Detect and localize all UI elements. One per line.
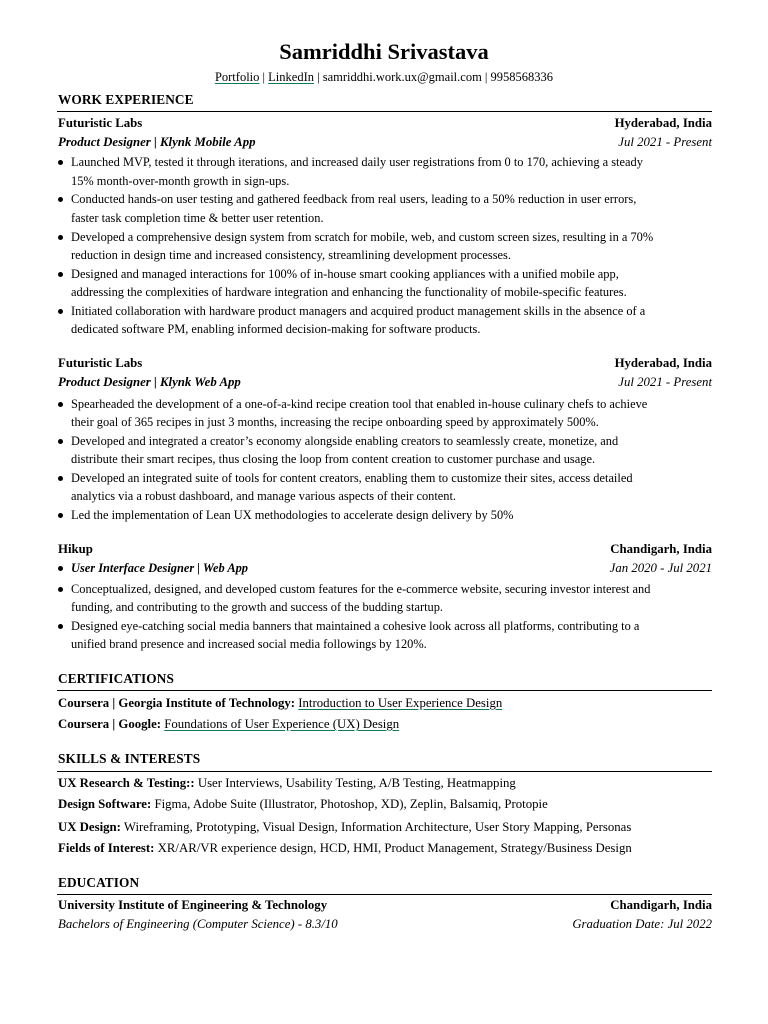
bullet-text: funding, and contributing to the growth and success of the budding startup. bbox=[71, 600, 443, 614]
bullet-text: addressing the complexities of hardware integration and enhancing the functionality of mobile-specific features. bbox=[71, 285, 627, 299]
certification-item bbox=[58, 696, 502, 711]
linkedin-link[interactable]: LinkedIn bbox=[268, 70, 314, 84]
skill-value: User Interviews, Usability Testing, A/B Testing, Heatmapping bbox=[197, 776, 516, 790]
bullet-icon bbox=[58, 624, 63, 629]
bullet-icon bbox=[58, 235, 63, 240]
education-degree: Bachelors of Engineering (Computer Science) - 8.3/10 bbox=[58, 917, 338, 931]
bullet-text: analytics via a robust dashboard, and manage various aspects of their content. bbox=[71, 489, 457, 503]
bullet-text: Conceptualized, designed, and developed custom features for the e-commerce website, securing investor interest and bbox=[71, 582, 651, 596]
bullet-icon bbox=[58, 160, 63, 165]
bullet-text: Developed a comprehensive design system from scratch for mobile, web, and custom screen sizes, resulting in a 70% bbox=[71, 230, 654, 244]
job-dates: Jan 2020 - Jul 2021 bbox=[609, 561, 712, 575]
bullet-text: Initiated collaboration with hardware product managers and acquired product management skills in the absence of a bbox=[71, 304, 646, 318]
job-dates: Jul 2021 - Present bbox=[618, 135, 712, 149]
bullet-text: Developed and integrated a creator’s economy alongside enabling creators to seamlessly create, monetize, and bbox=[71, 434, 619, 448]
bullet-text: distribute their smart recipes, thus closing the loop from content creation to customer purchase and usage. bbox=[71, 452, 596, 466]
job-dates: Jul 2021 - Present bbox=[618, 375, 712, 389]
job-role: User Interface Designer | Web App bbox=[71, 561, 248, 575]
job-role: Product Designer | Klynk Mobile App bbox=[58, 135, 256, 149]
bullet-icon bbox=[58, 272, 63, 277]
section-divider bbox=[57, 771, 712, 772]
section-divider bbox=[57, 690, 712, 691]
skill-row bbox=[58, 841, 632, 856]
education-location: Chandigarh, India bbox=[610, 898, 712, 912]
skill-label: UX Research & Testing:: bbox=[58, 776, 195, 790]
skill-label: Design Software: bbox=[58, 797, 152, 811]
bullet-icon bbox=[58, 309, 63, 314]
bullet-icon bbox=[58, 402, 63, 407]
bullet-text: Designed eye-catching social media banners that maintained a cohesive look across all platforms, contributing to a bbox=[71, 619, 640, 633]
contact-line bbox=[0, 70, 768, 85]
skill-value: Figma, Adobe Suite (Illustrator, Photoshop, XD), Zeplin, Balsamiq, Protopie bbox=[154, 797, 548, 811]
skill-row bbox=[58, 797, 548, 812]
bullet-text: Conducted hands-on user testing and gathered feedback from real users, leading to a 50% reduction in user errors, bbox=[71, 192, 637, 206]
job-role: Product Designer | Klynk Web App bbox=[58, 375, 241, 389]
portfolio-link[interactable]: Portfolio bbox=[214, 70, 260, 84]
bullet-icon bbox=[58, 197, 63, 202]
job-company: Futuristic Labs bbox=[58, 356, 143, 370]
skill-value: Wireframing, Prototyping, Visual Design, Information Architecture, User Story Mapping, Personas bbox=[123, 820, 632, 834]
job-company: Hikup bbox=[58, 542, 93, 556]
certification-course-link[interactable]: Introduction to User Experience Design bbox=[298, 696, 503, 710]
skill-value: XR/AR/VR experience design, HCD, HMI, Product Management, Strategy/Business Design bbox=[157, 841, 632, 855]
certifications-heading: CERTIFICATIONS bbox=[58, 671, 174, 686]
job-company: Futuristic Labs bbox=[58, 116, 143, 130]
bullet-text: Led the implementation of Lean UX methodologies to accelerate design delivery by 50% bbox=[71, 508, 514, 522]
graduation-date: Graduation Date: Jul 2022 bbox=[572, 917, 712, 931]
bullet-text: Spearheaded the development of a one-of-a-kind recipe creation tool that enabled in-house culinary chefs to achieve bbox=[71, 397, 648, 411]
job-location: Chandigarh, India bbox=[610, 542, 712, 556]
contact-details: | samriddhi.work.ux@gmail.com | 9958568336 bbox=[313, 70, 554, 84]
education-school: University Institute of Engineering & Technology bbox=[58, 898, 328, 912]
skill-row bbox=[58, 820, 631, 835]
skill-row bbox=[58, 776, 516, 791]
skills-heading: SKILLS & INTERESTS bbox=[58, 751, 201, 766]
bullet-text: Designed and managed interactions for 100% of in-house smart cooking appliances with a unified mobile app, bbox=[71, 267, 619, 281]
skill-label: Fields of Interest: bbox=[58, 841, 155, 855]
bullet-text: faster task completion time & better user retention. bbox=[71, 211, 324, 225]
candidate-name: Samriddhi Srivastava bbox=[279, 39, 489, 64]
bullet-text: reduction in design time and increased consistency, streamlining development processes. bbox=[71, 248, 511, 262]
job-location: Hyderabad, India bbox=[614, 116, 712, 130]
bullet-icon bbox=[58, 587, 63, 592]
certification-item bbox=[58, 717, 399, 732]
certification-issuer: Coursera | Google: bbox=[58, 717, 162, 731]
education-heading: EDUCATION bbox=[58, 875, 140, 890]
certification-course-link[interactable]: Foundations of User Experience (UX) Design bbox=[164, 717, 400, 731]
section-divider bbox=[57, 894, 712, 895]
bullet-icon bbox=[58, 566, 63, 571]
job-location: Hyderabad, India bbox=[614, 356, 712, 370]
bullet-icon bbox=[58, 476, 63, 481]
bullet-text: Developed an integrated suite of tools for content creators, enabling them to customize their sites, access detailed bbox=[71, 471, 633, 485]
bullet-text: unified brand presence and increased social media followings by 120%. bbox=[71, 637, 427, 651]
bullet-text: dedicated software PM, enabling informed decision-making for software products. bbox=[71, 322, 481, 336]
bullet-text: their goal of 365 recipes in just 3 months, increasing the recipe onboarding speed by approximately 500%. bbox=[71, 415, 599, 429]
bullet-text: 15% month-over-month growth in sign-ups. bbox=[71, 174, 290, 188]
bullet-text: Launched MVP, tested it through iterations, and increased daily user registrations from 0 to 170, achieving a steady bbox=[71, 155, 643, 169]
bullet-icon bbox=[58, 513, 63, 518]
skill-label: UX Design: bbox=[58, 820, 121, 834]
section-divider bbox=[57, 111, 712, 112]
certification-issuer: Coursera | Georgia Institute of Technology: bbox=[58, 696, 296, 710]
bullet-icon bbox=[58, 439, 63, 444]
work-experience-heading: WORK EXPERIENCE bbox=[58, 92, 194, 107]
contact-separator: | bbox=[259, 70, 269, 84]
